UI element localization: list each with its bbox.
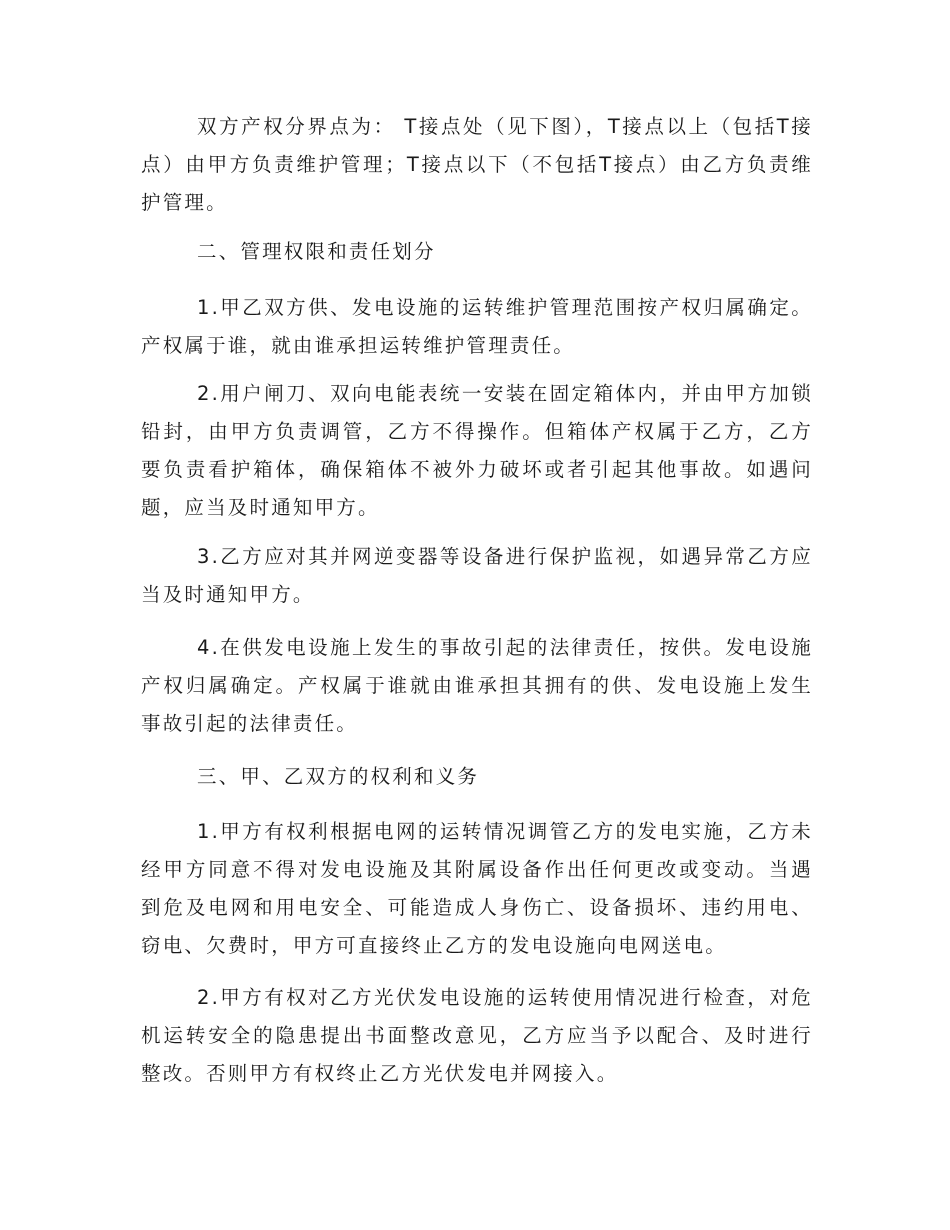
section-3-item-2: 2.甲方有权对乙方光伏发电设施的运转使用情况进行检查，对危机运转安全的隐患提出书面整改意见，乙方应当予以配合、及时进行整改。否则甲方有权终止乙方光伏发电并网接入。 bbox=[141, 986, 813, 1085]
section-2-heading: 二、管理权限和责任划分 bbox=[197, 240, 436, 263]
section-3-heading: 三、甲、乙双方的权利和义务 bbox=[197, 765, 480, 788]
section-2-item-2: 2.用户闸刀、双向电能表统一安装在固定箱体内，并由甲方加锁铅封，由甲方负责调管，乙方不得操作。但箱体产权属于乙方，乙方要负责看护箱体，确保箱体不被外力破坏或者引起其他事故。如遇问题，应当及时通知甲方。 bbox=[141, 382, 813, 519]
section-3-item-1: 1.甲方有权利根据电网的运转情况调管乙方的发电实施，乙方未经甲方同意不得对发电设施及其附属设备作出任何更改或变动。当遇到危及电网和用电安全、可能造成人身伤亡、设备损坏、违约用电、窃电、欠费时，甲方可直接终止乙方的发电设施向电网送电。 bbox=[141, 820, 813, 957]
section-2-item-3: 3.乙方应对其并网逆变器等设备进行保护监视，如遇异常乙方应当及时通知甲方。 bbox=[141, 545, 813, 606]
intro-paragraph: 双方产权分界点为： T接点处（见下图），T接点以上（包括T接点）由甲方负责维护管理；T接点以下（不包括T接点）由乙方负责维护管理。 bbox=[141, 115, 813, 214]
section-2-item-1: 1.甲乙双方供、发电设施的运转维护管理范围按产权归属确定。产权属于谁，就由谁承担运转维护管理责任。 bbox=[141, 296, 813, 357]
section-2-item-4: 4.在供发电设施上发生的事故引起的法律责任，按供。发电设施产权归属确定。产权属于谁就由谁承担其拥有的供、发电设施上发生事故引起的法律责任。 bbox=[141, 636, 813, 735]
